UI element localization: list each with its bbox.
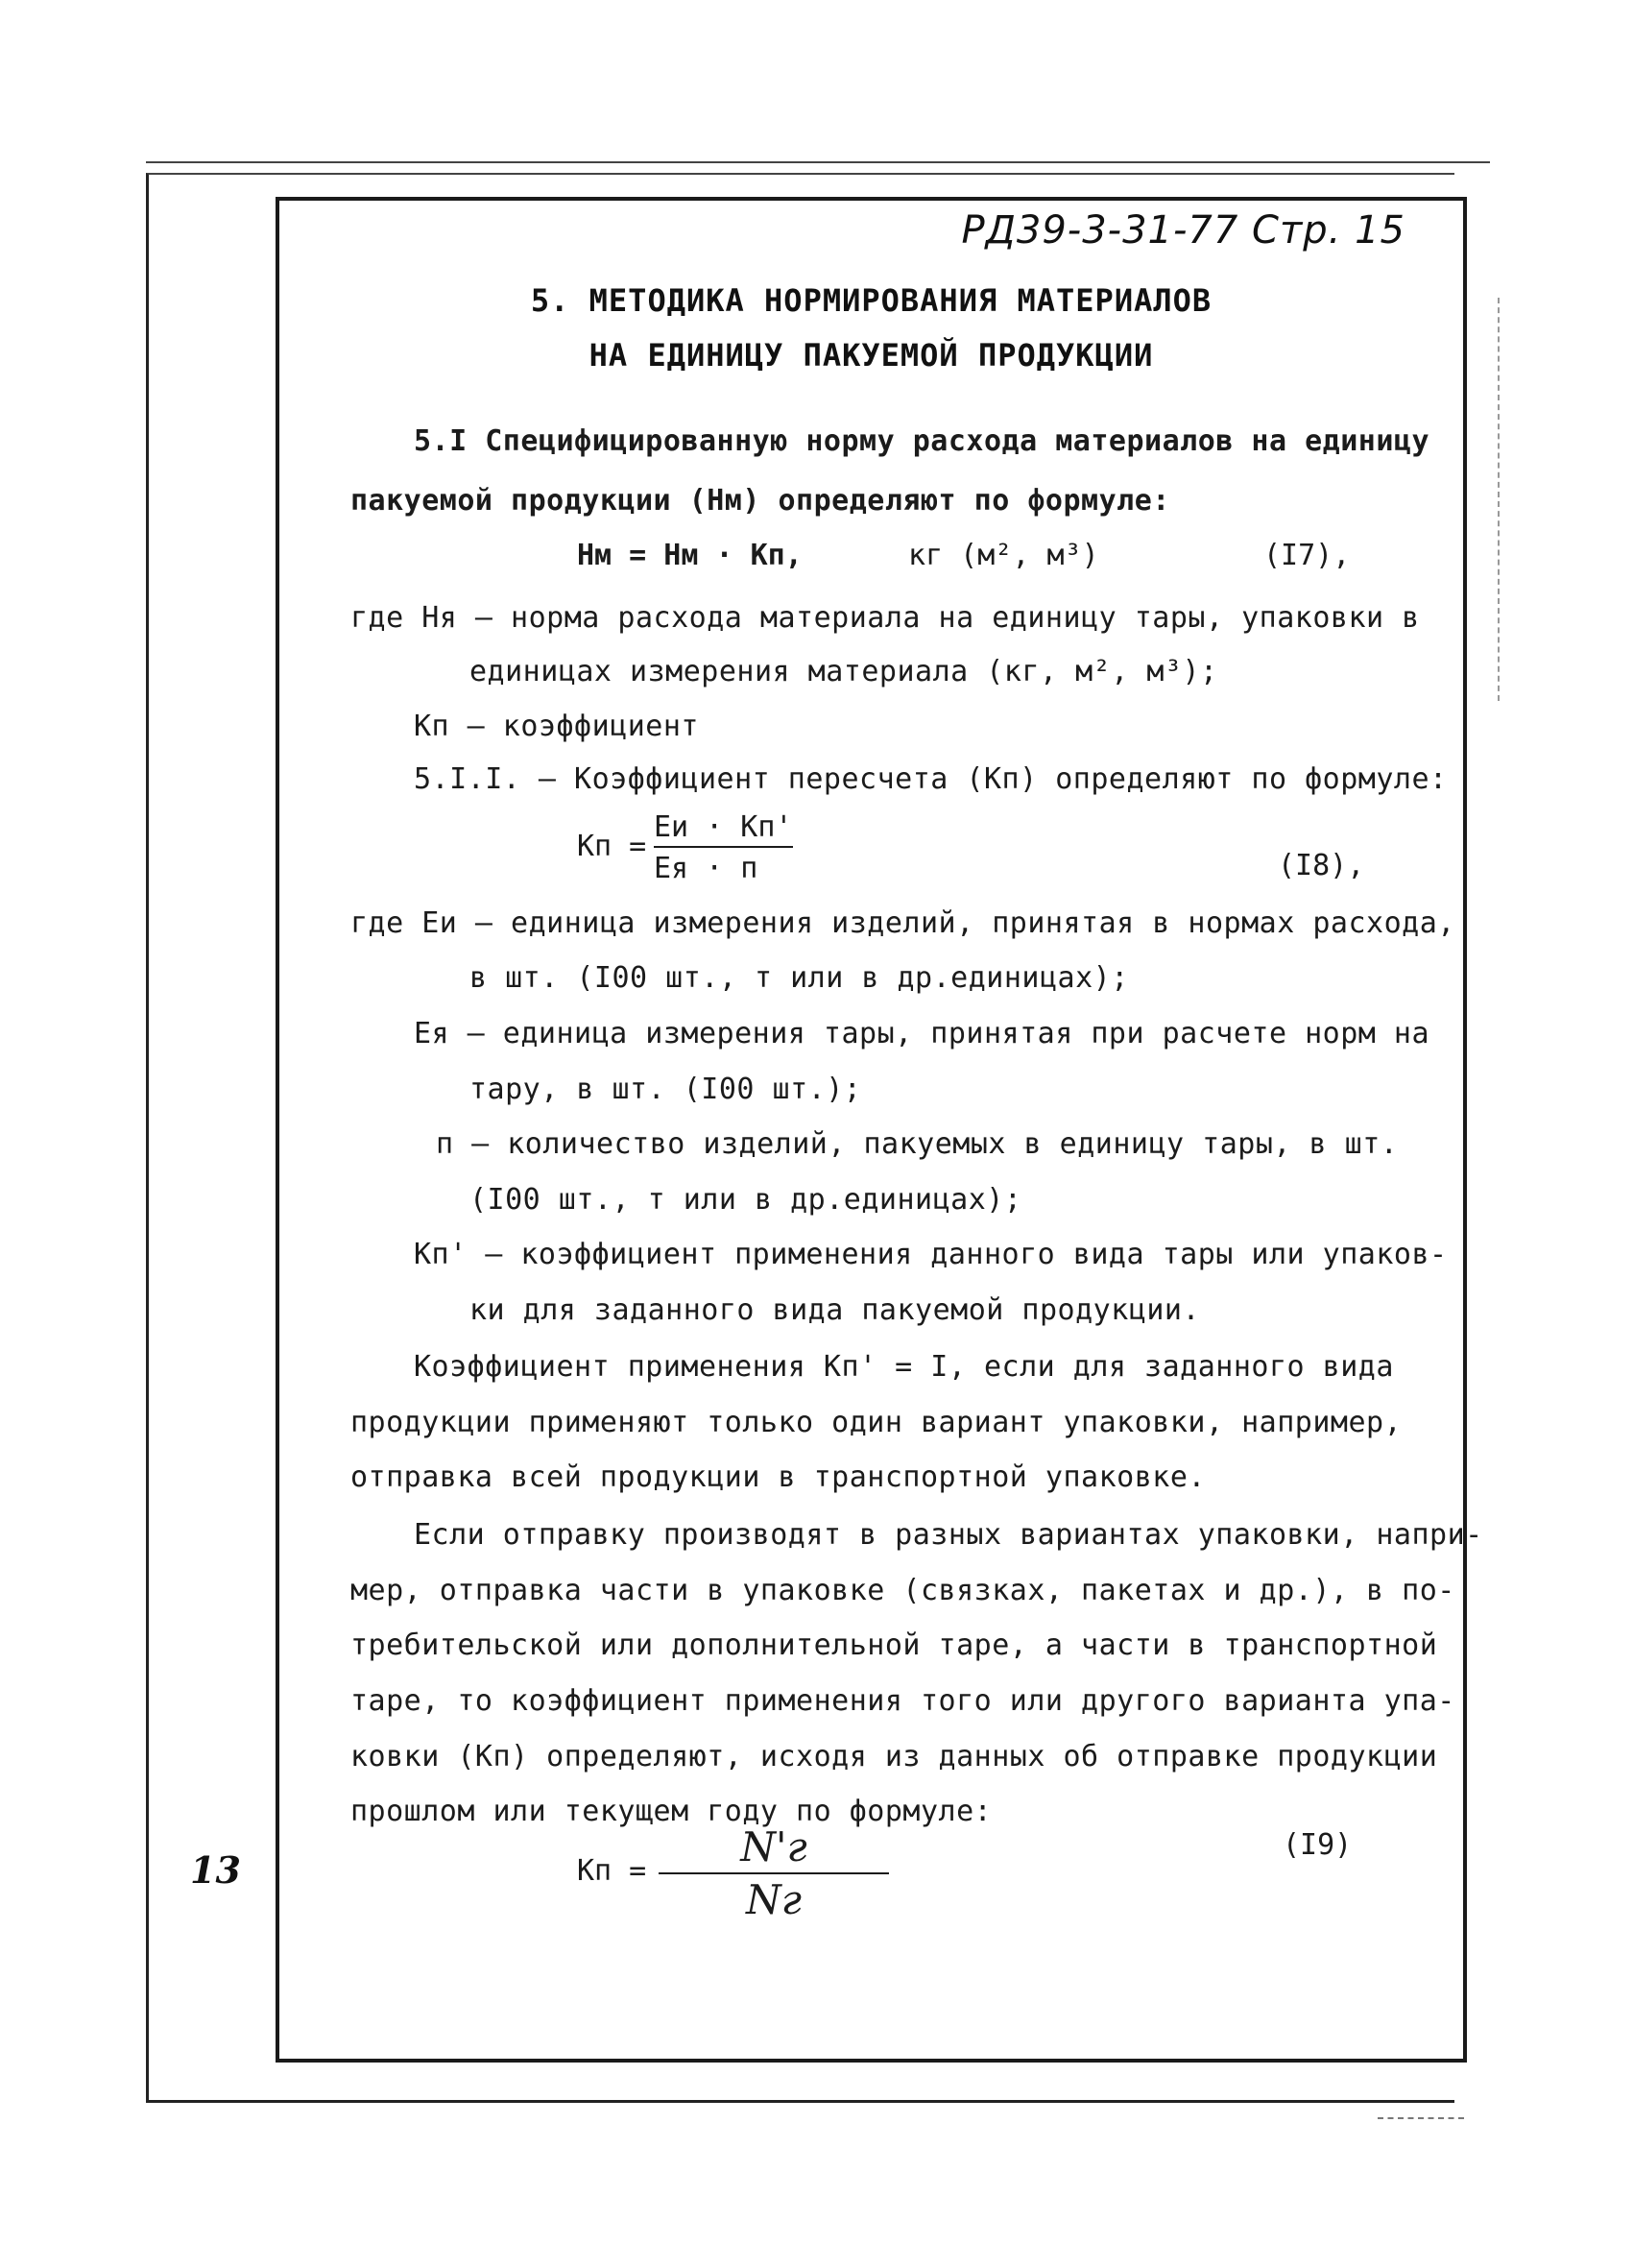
para-a-line-2: продукции применяют только один вариант упаковки, например, <box>350 1406 1403 1439</box>
formula-19-denominator: Nг <box>746 1876 802 1923</box>
def-ei-line-2: в шт. (I00 шт., т или в др.единицах); <box>469 961 1129 995</box>
def-ey-line-2: тару, в шт. (I00 шт.); <box>469 1073 862 1106</box>
formula-18-numerator: Еи · Кп' <box>654 810 793 848</box>
formula-17-number: (I7), <box>1263 539 1351 572</box>
def-ey-line-1: Ея – единица измерения тары, принятая при расчете норм на <box>414 1017 1430 1050</box>
para-b-line-5: ковки (Кп) определяют, исходя из данных об отправке продукции <box>350 1740 1438 1773</box>
formula-18-number: (I8), <box>1278 849 1365 882</box>
formula-17-lhs: Нм = Нм · Кп, <box>577 539 803 572</box>
bottom-dashed-mark <box>1378 2117 1464 2119</box>
formula-19-lhs: Кп = <box>577 1854 647 1888</box>
where-nya-line-2: единицах измерения материала (кг, м², м³); <box>469 655 1218 688</box>
section-title-line-1: 5. МЕТОДИКА НОРМИРОВАНИЯ МАТЕРИАЛОВ <box>530 282 1213 319</box>
section-title-line-2: НА ЕДИНИЦУ ПАКУЕМОЙ ПРОДУКЦИИ <box>588 337 1154 374</box>
para-b-line-3: требительской или дополнительной таре, а части в транспортной <box>350 1629 1438 1662</box>
para-5-1-line-1: 5.I Специфицированную норму расхода материалов на единицу <box>414 424 1430 458</box>
margin-dashed-mark <box>1498 298 1500 701</box>
para-b-line-2: мер, отправка части в упаковке (связках, пакетах и др.), в по- <box>350 1574 1455 1607</box>
formula-18-lhs: Кп = <box>577 830 647 863</box>
formula-18-fraction <box>654 810 793 885</box>
where-kp-line: Кп – коэффициент <box>414 710 699 743</box>
formula-17-units: кг (м², м³) <box>908 539 1099 572</box>
page-number: 13 <box>190 1848 241 1892</box>
where-nya-line-1: где Ня – норма расхода материала на единицу тары, упаковки в <box>350 601 1420 635</box>
formula-19-numerator: N'г <box>659 1823 889 1874</box>
para-5-1-line-2: пакуемой продукции (Нм) определяют по формуле: <box>350 484 1170 518</box>
def-n-line-1: п – количество изделий, пакуемых в единицу тары, в шт. <box>436 1127 1399 1161</box>
document-code: РД39-3-31-77 Стр. 15 <box>961 208 1405 253</box>
para-a-line-3: отправка всей продукции в транспортной упаковке. <box>350 1460 1206 1494</box>
para-b-line-4: таре, то коэффициент применения того или другого варианта упа- <box>350 1684 1455 1718</box>
outer-frame-top-line <box>146 161 1490 163</box>
formula-19-number: (I9) <box>1283 1828 1353 1862</box>
formula-18-denominator: Ея · п <box>654 852 758 885</box>
formula-19-fraction <box>659 1823 889 1923</box>
para-b-line-6: прошлом или текущем году по формуле: <box>350 1795 993 1828</box>
def-kp-line-2: ки для заданного вида пакуемой продукции. <box>469 1293 1201 1327</box>
para-a-line-1: Коэффициент применения Кп' = I, если для заданного вида <box>414 1350 1394 1384</box>
para-b-line-1: Если отправку производят в разных вариантах упаковки, напри- <box>414 1518 1483 1552</box>
def-kp-line-1: Кп' – коэффициент применения данного вида тары или упаков- <box>414 1238 1448 1271</box>
def-n-line-2: (I00 шт., т или в др.единицах); <box>469 1183 1022 1217</box>
def-ei-line-1: где Еи – единица измерения изделий, принятая в нормах расхода, <box>350 906 1455 940</box>
para-5-1-1-intro: 5.I.I. – Коэффициент пересчета (Кп) определяют по формуле: <box>414 762 1448 796</box>
inner-frame <box>276 197 1483 2063</box>
